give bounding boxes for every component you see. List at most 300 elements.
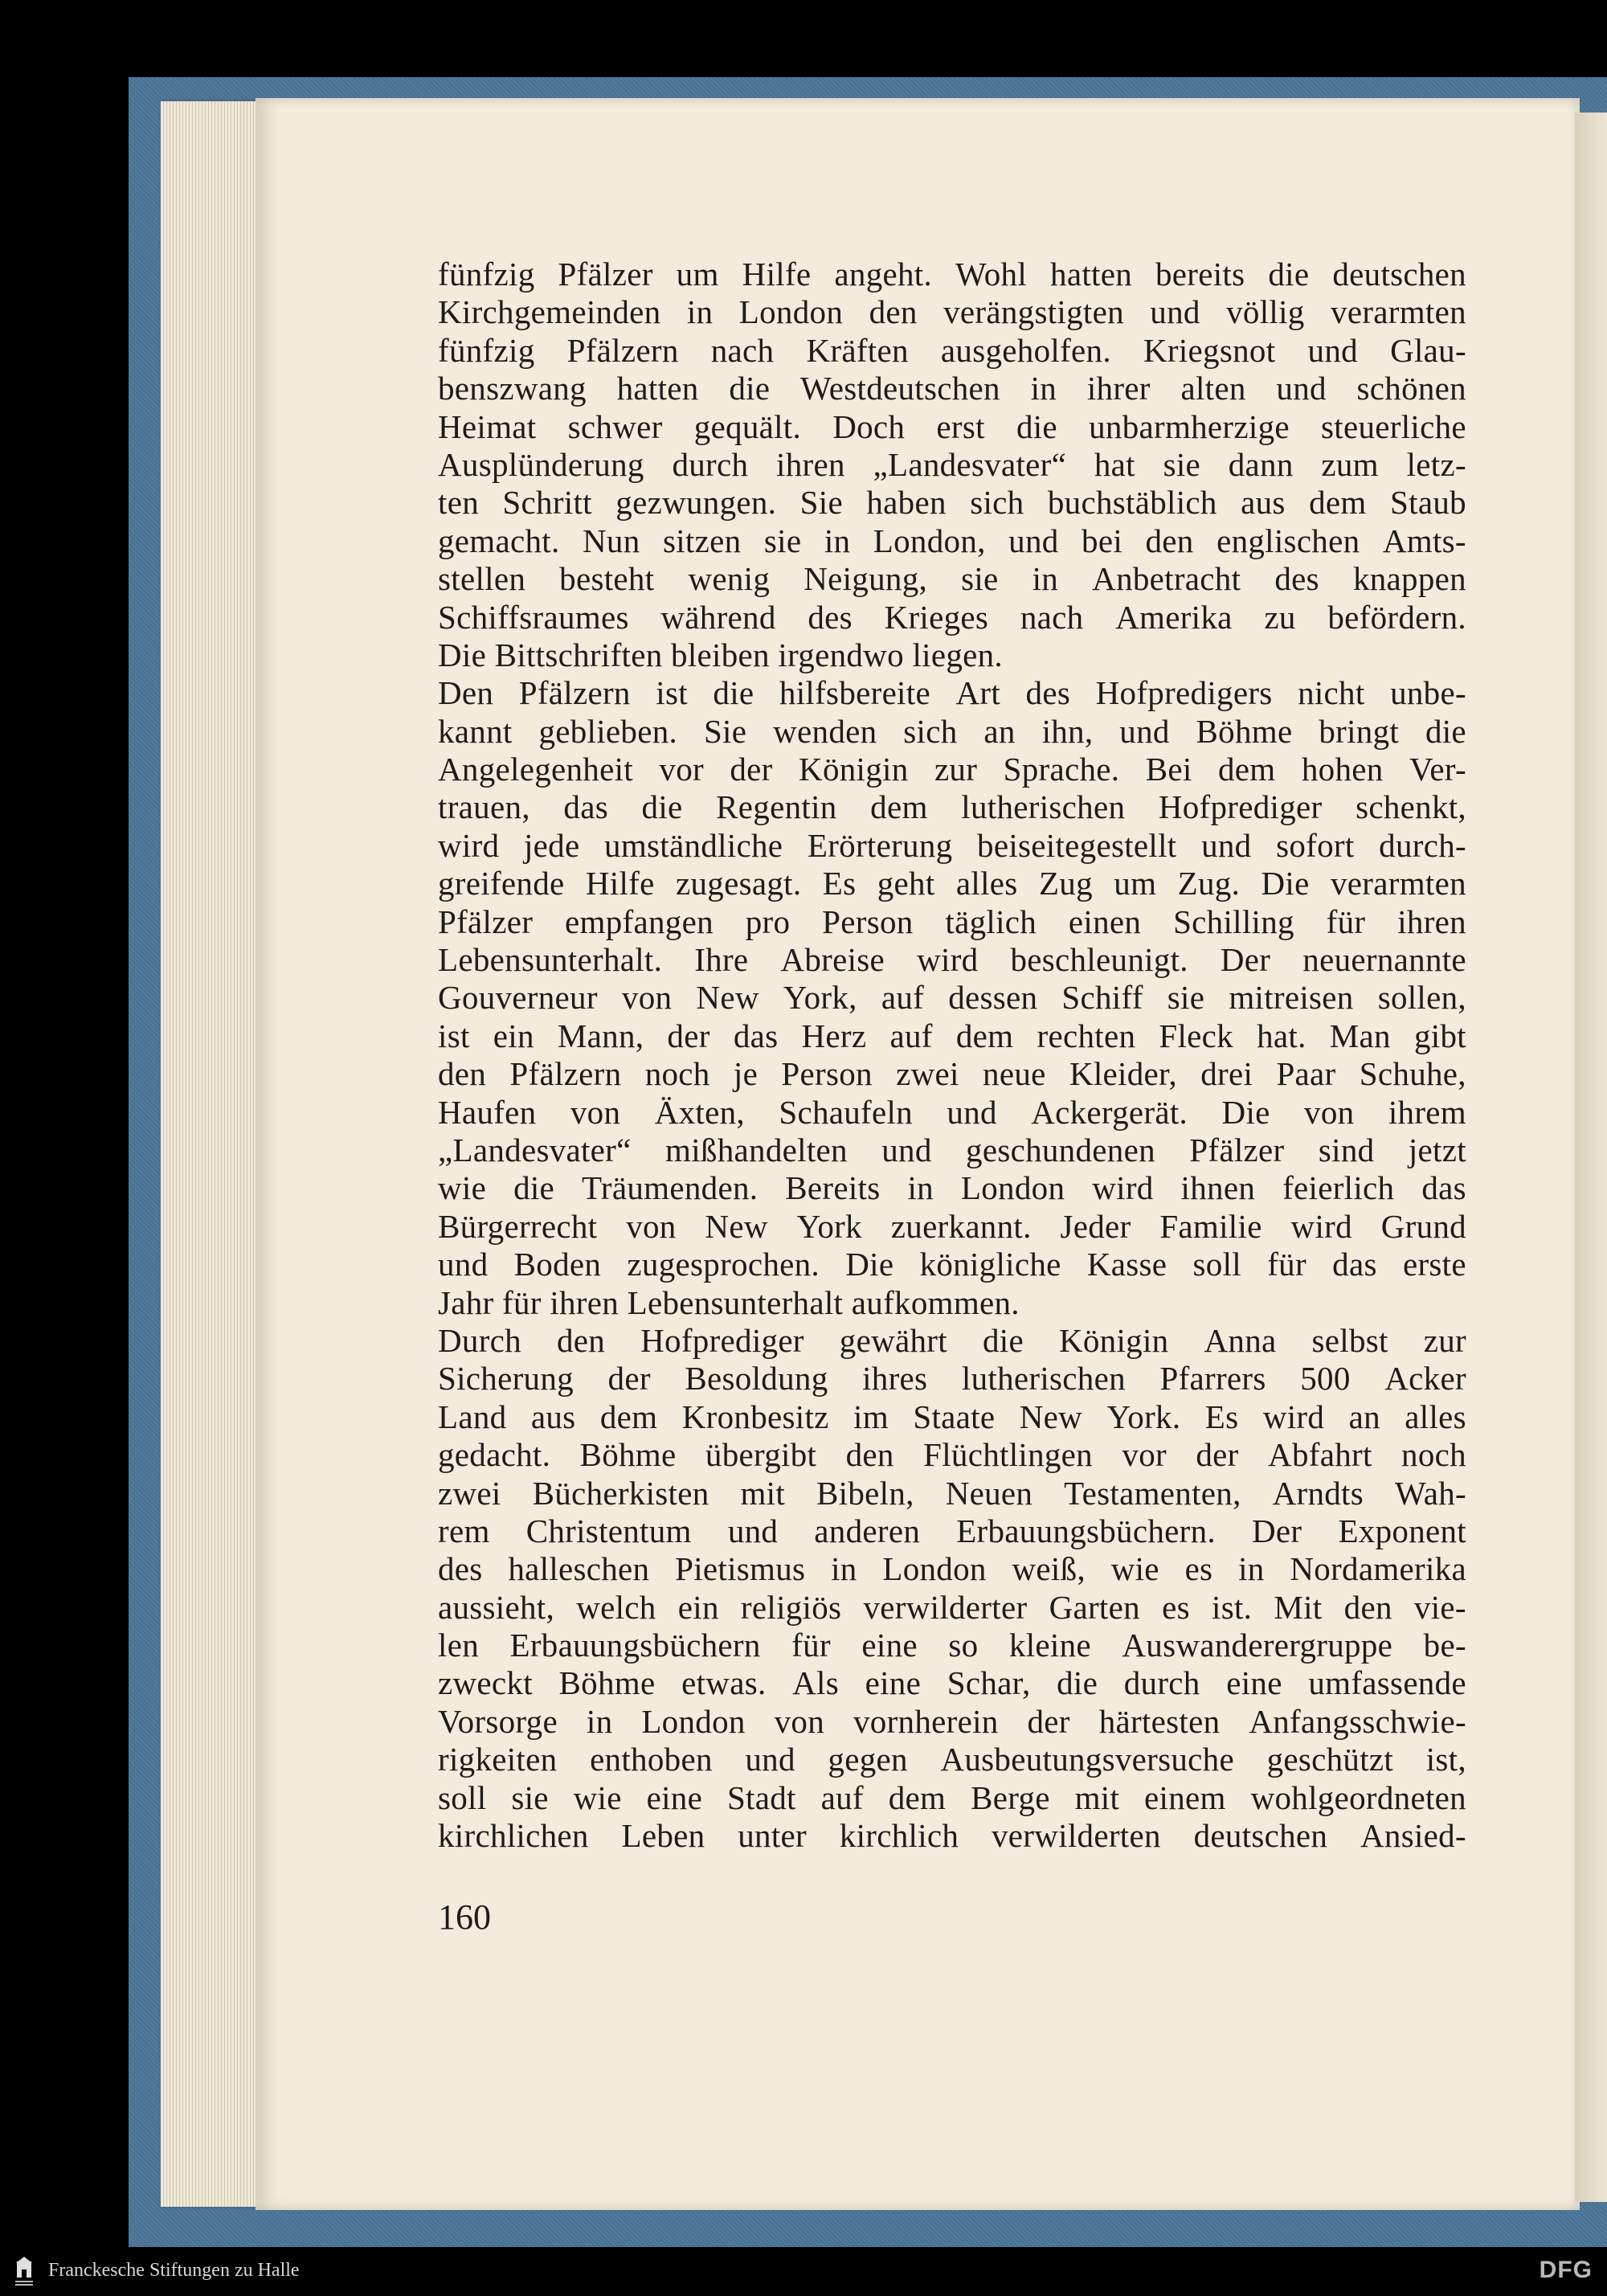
word: völlig	[1226, 293, 1305, 331]
word: in	[1238, 1550, 1265, 1588]
word: soll	[438, 1778, 487, 1816]
word: umständliche	[604, 826, 783, 864]
word: New	[696, 979, 759, 1017]
word: hat.	[1257, 1017, 1306, 1054]
word: geht	[877, 865, 935, 902]
word: vornherein	[853, 1702, 999, 1740]
text-line	[438, 674, 1466, 712]
word: Garten	[1049, 1588, 1140, 1626]
word: wird	[438, 826, 500, 864]
word: königliche	[919, 1246, 1061, 1283]
word: den	[1145, 522, 1194, 559]
word: verwilderter	[863, 1588, 1028, 1626]
word: knappen	[1352, 560, 1466, 598]
word: und	[881, 1131, 932, 1168]
word: eine	[1226, 1664, 1282, 1702]
word: zugesprochen.	[627, 1246, 820, 1283]
word: und	[745, 1741, 795, 1778]
word: Als	[792, 1664, 839, 1702]
word: das	[563, 788, 608, 826]
word: des	[1274, 560, 1319, 598]
word: ihres	[862, 1360, 928, 1398]
word: lutherischen	[961, 1360, 1126, 1398]
word: und	[947, 1093, 997, 1131]
word: zuerkannt.	[890, 1207, 1032, 1245]
word: alles	[955, 865, 1018, 902]
word: sie	[1163, 445, 1201, 483]
word: für	[791, 1627, 831, 1664]
word: Person	[781, 1055, 873, 1093]
word: kirchlichen	[438, 1817, 589, 1855]
text-line	[438, 827, 1466, 865]
word: Vorsorge	[438, 1702, 558, 1740]
word: durch-	[1379, 826, 1466, 864]
word: York	[796, 1207, 862, 1245]
word: Amts-	[1382, 522, 1466, 559]
word: eine	[646, 1778, 703, 1816]
text-line	[438, 408, 1466, 446]
word: gewährt	[839, 1321, 947, 1359]
word: um	[1114, 865, 1157, 902]
word: rigkeiten	[438, 1741, 558, 1778]
text-line	[438, 1703, 1466, 1741]
word: eine	[865, 1664, 922, 1702]
word: englischen	[1216, 522, 1360, 559]
word: Boden	[513, 1246, 602, 1283]
word: der	[607, 1360, 651, 1398]
word: ein	[493, 1017, 534, 1054]
word: an	[983, 712, 1016, 750]
word: religiös	[740, 1588, 842, 1626]
word: hat	[1094, 445, 1135, 483]
word: dem	[870, 788, 928, 826]
text-line	[438, 560, 1466, 598]
word: Böhme	[579, 1436, 677, 1474]
text-line	[438, 1398, 1466, 1436]
word: und	[1276, 370, 1327, 407]
word: und	[438, 1246, 489, 1283]
word: von	[1304, 1093, 1355, 1131]
word: Anna	[1204, 1321, 1277, 1359]
word: bei	[1082, 522, 1123, 559]
word: dem	[1217, 751, 1276, 788]
word: von	[774, 1702, 825, 1740]
word: erst	[936, 407, 985, 445]
word: das	[733, 1017, 779, 1054]
word: Pfälzern	[566, 331, 679, 369]
word: wenig	[688, 560, 771, 598]
word: Herz	[801, 1017, 867, 1054]
word: Acker	[1384, 1360, 1466, 1398]
word: Hofprediger	[1158, 788, 1323, 826]
next-page-edge	[1575, 113, 1607, 2202]
word: und	[1150, 293, 1200, 331]
word: zweckt	[438, 1664, 533, 1702]
word: dessen	[948, 979, 1038, 1017]
word: Kronbesitz	[681, 1398, 829, 1435]
word: und	[1201, 826, 1252, 864]
word: weiß,	[1012, 1550, 1086, 1588]
word: hilfsbereite	[779, 674, 930, 712]
word: Königin	[799, 751, 909, 788]
page-edges	[161, 101, 257, 2207]
word: dem	[1309, 484, 1367, 522]
word: Testamenten,	[1064, 1474, 1241, 1512]
word: wenden	[773, 712, 877, 750]
word: mit	[740, 1474, 786, 1512]
word: nicht	[1298, 674, 1365, 712]
word: und	[1119, 712, 1170, 750]
word: im	[853, 1398, 889, 1435]
word: buchstäblich	[1047, 484, 1217, 522]
word: Regentin	[716, 788, 837, 826]
word: Man	[1329, 1017, 1391, 1054]
word: beiseitegestellt	[977, 826, 1177, 864]
text-line	[438, 1627, 1466, 1664]
word: ihren	[776, 445, 845, 483]
word: enthoben	[590, 1741, 713, 1778]
word: Hofprediger	[640, 1321, 804, 1359]
word: Christentum	[525, 1512, 692, 1549]
word: Grund	[1380, 1207, 1466, 1245]
word: ist.	[1212, 1588, 1253, 1626]
word: Flüchtlingen	[923, 1436, 1093, 1474]
word: durch	[1123, 1664, 1200, 1702]
word: der	[1196, 1436, 1239, 1474]
word: bereits	[1155, 256, 1245, 293]
word: zugesagt.	[676, 865, 802, 902]
word: die	[513, 1169, 555, 1207]
word: zur	[934, 751, 978, 788]
word: die	[1057, 1664, 1098, 1702]
word: den	[845, 1436, 894, 1474]
text-line	[438, 713, 1466, 751]
text-line	[438, 1169, 1466, 1207]
word: die	[729, 370, 771, 407]
text-line	[438, 1132, 1466, 1169]
word: ein	[677, 1588, 719, 1626]
word: Ackergerät.	[1031, 1093, 1188, 1131]
text-line	[438, 484, 1466, 522]
word: stellen	[438, 560, 526, 598]
word: den	[869, 293, 918, 331]
word: Pfälzer	[438, 902, 534, 940]
word: Abfahrt	[1268, 1436, 1372, 1474]
word: London	[641, 1702, 746, 1740]
word: auf	[889, 1017, 933, 1054]
word: die	[1016, 407, 1057, 445]
word: angeht.	[834, 256, 933, 293]
word: Königin	[1058, 1321, 1169, 1359]
word: einem	[1144, 1778, 1226, 1816]
word: verängstigten	[943, 293, 1124, 331]
word: zwei	[438, 1474, 501, 1512]
word: selbst	[1311, 1321, 1388, 1359]
word: rechten	[1037, 1017, 1136, 1054]
word: Familie	[1159, 1207, 1262, 1245]
word: wie	[573, 1778, 622, 1816]
text-line	[438, 1475, 1466, 1512]
word: neuernannte	[1302, 941, 1466, 979]
word: aus	[530, 1398, 576, 1435]
text-line	[438, 1512, 1466, 1550]
word: ist,	[1425, 1741, 1466, 1778]
word: Kleider,	[1069, 1055, 1177, 1093]
text-line	[438, 903, 1466, 941]
word: der	[667, 1017, 710, 1054]
word: Auswanderergruppe	[1122, 1627, 1393, 1664]
word: geschundenen	[966, 1131, 1155, 1168]
word: soll	[1192, 1246, 1241, 1283]
word: den	[1343, 1588, 1392, 1626]
word: Hofpredigers	[1095, 674, 1273, 712]
text-line	[438, 370, 1466, 407]
text-line	[438, 1589, 1466, 1627]
word: die	[1268, 256, 1310, 293]
word: Hilfe	[742, 256, 812, 293]
word: verarmten	[1331, 865, 1466, 902]
word: Schiff	[1061, 979, 1143, 1017]
word: Schritt	[502, 484, 592, 522]
footer-bar	[0, 2249, 1607, 2296]
word: anderen	[814, 1512, 921, 1549]
word: in	[1032, 560, 1059, 598]
word: Die	[1261, 865, 1310, 902]
word: täglich	[945, 902, 1037, 940]
word: ten	[438, 484, 479, 522]
word: Leben	[621, 1817, 705, 1855]
word: ihn,	[1041, 712, 1094, 750]
word: zwei	[896, 1055, 959, 1093]
word: trauen,	[438, 788, 530, 826]
word: und	[1008, 522, 1059, 559]
text-line	[438, 865, 1466, 902]
word: kirchlich	[839, 1817, 959, 1855]
word: an	[1348, 1398, 1380, 1435]
word: Gouverneur	[438, 979, 598, 1017]
word: rem	[438, 1512, 490, 1549]
word: gibt	[1413, 1017, 1466, 1054]
word: gemacht.	[438, 522, 560, 559]
word: dann	[1228, 445, 1294, 483]
word: deutschen	[1332, 256, 1466, 293]
text-line	[438, 1436, 1466, 1474]
word: London	[738, 293, 844, 331]
word: haben	[866, 484, 947, 522]
word: sitzen	[662, 522, 742, 559]
word: dem	[888, 1778, 947, 1816]
word: ausgeholfen.	[940, 331, 1111, 369]
word: und	[1307, 331, 1358, 369]
text-line	[438, 256, 1466, 293]
text-line: Jahr für ihren Lebensunterhalt aufkommen.	[438, 1283, 1020, 1321]
word: Nun	[583, 522, 640, 559]
word: einen	[1068, 902, 1142, 940]
word: Die	[845, 1246, 894, 1283]
word: New	[705, 1207, 768, 1245]
word: wie	[1110, 1550, 1159, 1588]
text-line: Die Bittschriften bleiben irgendwo liegen.	[438, 636, 1003, 673]
word: sie	[1167, 979, 1205, 1017]
word: Art	[955, 674, 1001, 712]
text-line	[438, 1322, 1466, 1360]
word: Bibeln,	[816, 1474, 914, 1512]
text-line	[438, 941, 1466, 979]
word: befördern.	[1327, 598, 1466, 636]
text-line	[438, 788, 1466, 826]
text-line	[438, 1550, 1466, 1588]
word: Äxten,	[654, 1093, 745, 1131]
word: aussieht,	[438, 1588, 555, 1626]
word: so	[948, 1627, 979, 1664]
word: Berge	[971, 1778, 1050, 1816]
word: 500	[1300, 1360, 1351, 1398]
word: Schiffsraumes	[438, 598, 629, 636]
word: Doch	[832, 407, 906, 445]
word: sofort	[1276, 826, 1355, 864]
word: jetzt	[1408, 1131, 1466, 1168]
word: neue	[983, 1055, 1046, 1093]
word: empfangen	[565, 902, 714, 940]
word: wird	[1092, 1169, 1154, 1207]
word: verwilderten	[992, 1817, 1161, 1855]
word: in	[907, 1169, 934, 1207]
word: Arndts	[1272, 1474, 1364, 1512]
word: ihren	[1397, 902, 1466, 940]
word: nach	[710, 331, 775, 369]
word: beschleunigt.	[1010, 941, 1188, 979]
word: deutschen	[1193, 1817, 1328, 1855]
word: Glau-	[1390, 331, 1466, 369]
word: den	[556, 1321, 606, 1359]
word: Pfarrers	[1159, 1360, 1266, 1398]
word: von	[570, 1093, 621, 1131]
word: Bei	[1145, 751, 1192, 788]
word: es	[1162, 1588, 1190, 1626]
word: Es	[1204, 1398, 1239, 1435]
word: härtesten	[1098, 1702, 1221, 1740]
word: pro	[745, 902, 791, 940]
text-line	[438, 599, 1466, 636]
word: Schar,	[947, 1664, 1031, 1702]
word: Böhme	[558, 1664, 656, 1702]
word: es	[1184, 1550, 1213, 1588]
word: zum	[1321, 445, 1379, 483]
word: übergibt	[705, 1436, 817, 1474]
word: halleschen	[508, 1550, 650, 1588]
word: Kriegsnot	[1143, 331, 1276, 369]
word: in	[686, 293, 714, 331]
word: Zug	[1038, 865, 1093, 902]
word: ihnen	[1180, 1169, 1256, 1207]
word: des	[1025, 674, 1071, 712]
word: die	[1425, 712, 1466, 750]
word: York,	[783, 979, 857, 1017]
word: vor	[1122, 1436, 1167, 1474]
word: geschützt	[1266, 1741, 1394, 1778]
word: Schaufeln	[779, 1093, 913, 1131]
word: Bücherkisten	[532, 1474, 709, 1512]
word: alten	[1180, 370, 1246, 407]
word: wie	[438, 1169, 487, 1207]
word: umfassende	[1308, 1664, 1466, 1702]
word: dem	[955, 1017, 1014, 1054]
word: mit	[1074, 1778, 1120, 1816]
text-line	[438, 293, 1466, 331]
word: Pfälzer	[558, 256, 653, 293]
word: noch	[644, 1055, 710, 1093]
word: alles	[1405, 1398, 1466, 1435]
word: bringt	[1319, 712, 1400, 750]
institution-logo-icon	[14, 2257, 34, 2287]
word: eine	[861, 1627, 918, 1664]
word: Träumenden.	[582, 1169, 759, 1207]
word: Ausbeutungsversuche	[940, 1741, 1234, 1778]
text-line	[438, 1360, 1466, 1398]
word: Erörterung	[807, 826, 953, 864]
word: London,	[873, 522, 986, 559]
word: Zug.	[1177, 865, 1241, 902]
word: welch	[576, 1588, 656, 1626]
word: schwer	[567, 407, 663, 445]
word: Staub	[1390, 484, 1466, 522]
word: Erbauungsbüchern	[509, 1627, 761, 1664]
word: ist	[656, 674, 688, 712]
word: Abreise	[780, 941, 885, 979]
word: schenkt,	[1356, 788, 1466, 826]
word: aus	[1241, 484, 1286, 522]
word: sind	[1318, 1131, 1375, 1168]
word: während	[660, 598, 776, 636]
word: hatten	[1050, 256, 1132, 293]
word: erste	[1402, 1246, 1466, 1283]
word: Sicherung	[438, 1360, 574, 1398]
word: Kirchgemeinden	[438, 293, 661, 331]
word: unbe-	[1390, 674, 1466, 712]
word: wohlgeordneten	[1250, 1778, 1466, 1816]
word: auf	[881, 979, 925, 1017]
word: Paar	[1276, 1055, 1336, 1093]
word: Amerika	[1115, 598, 1233, 636]
word: Durch	[438, 1321, 521, 1359]
word: die	[982, 1321, 1024, 1359]
word: Böhme	[1196, 712, 1293, 750]
word: besteht	[559, 560, 655, 598]
word: sie	[511, 1778, 549, 1816]
word: Fleck	[1159, 1017, 1233, 1054]
word: in	[831, 1550, 857, 1588]
word: in	[1030, 370, 1057, 407]
word: be-	[1423, 1627, 1466, 1664]
word: hohen	[1301, 751, 1384, 788]
text-line	[438, 1817, 1466, 1855]
body-text	[438, 256, 1466, 1855]
word: Kasse	[1086, 1246, 1167, 1283]
word: um	[676, 256, 719, 293]
word: benszwang	[438, 370, 587, 407]
word: vie-	[1413, 1588, 1466, 1626]
text-line	[438, 1208, 1466, 1246]
word: Nordamerika	[1290, 1550, 1466, 1588]
word: sich	[970, 484, 1024, 522]
word: sollen,	[1377, 979, 1466, 1017]
word: York.	[1106, 1398, 1181, 1435]
word: noch	[1401, 1436, 1466, 1474]
word: sie	[961, 560, 999, 598]
word: Schilling	[1173, 902, 1294, 940]
word: Bürgerrecht	[438, 1207, 598, 1245]
word: ihrem	[1388, 1093, 1466, 1131]
